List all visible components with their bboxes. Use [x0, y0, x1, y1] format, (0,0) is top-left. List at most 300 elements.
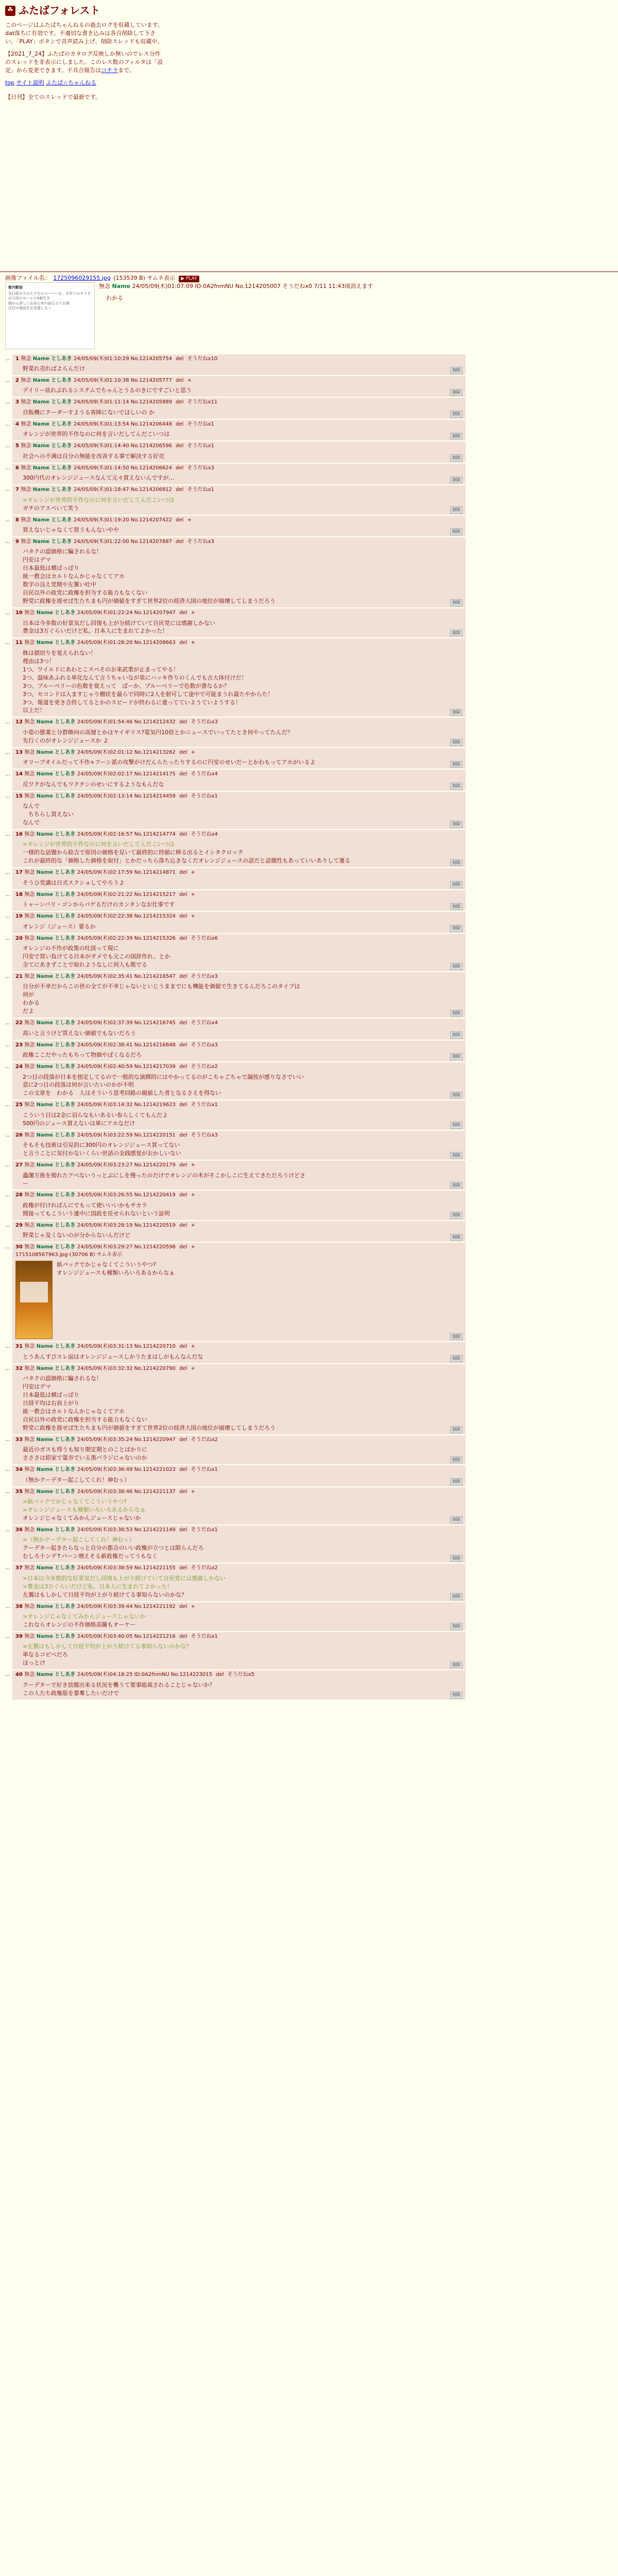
reply-sodane[interactable]: +: [191, 610, 195, 616]
reply-index: 33: [15, 1436, 25, 1443]
reply-index: 14: [15, 771, 25, 777]
op-file-link[interactable]: 1725096029155.jpg: [53, 274, 111, 281]
reply-post: [5, 638, 469, 717]
reply-post: [5, 890, 469, 911]
site-brand[interactable]: [5, 3, 613, 18]
reply-sodane[interactable]: そうだねx1: [187, 487, 214, 493]
reply-line: 政権が付ければんにでもって使いいいかもサカラ: [23, 1201, 147, 1209]
reply-handle: としあき: [55, 1244, 77, 1250]
reply-name: Name: [36, 1192, 55, 1198]
reply-header: [15, 517, 462, 524]
reply-sodane[interactable]: そうだねx1: [191, 1527, 218, 1533]
reply-sodane[interactable]: そうだねx10: [187, 355, 218, 362]
reply-date[interactable]: 24/05/09(木)02:22:38 No.1214215324: [77, 913, 178, 920]
reply-date[interactable]: 24/05/09(木)02:02:17 No.1214214175: [77, 771, 178, 777]
delete-button[interactable]: 削除: [450, 477, 462, 484]
reply-sodane[interactable]: そうだねx3: [187, 538, 214, 545]
reply-date[interactable]: 24/05/09(木)03:38:46 No.1214221137: [77, 1488, 178, 1495]
reply-date[interactable]: 24/05/09(木)01:54:46 No.1214212432: [77, 719, 178, 725]
reply-handle: としあき: [55, 1527, 77, 1533]
reply-name: Name: [36, 640, 55, 646]
reply-header: [15, 1488, 462, 1496]
reply-sodane[interactable]: そうだねx3: [187, 465, 214, 471]
delete-button[interactable]: 削除: [450, 1426, 462, 1433]
reply-date[interactable]: 24/05/09(木)01:14:40 No.1214206596: [73, 443, 174, 449]
reply-del-link[interactable]: del: [176, 465, 185, 471]
reply-line: むしろ十ンデ↑バーン増えそる新政権だってうもなく: [23, 1553, 158, 1560]
reply-sodane[interactable]: +: [191, 891, 195, 897]
reply-line: と言うことに気付かないくらい世話の金銭感覚がおかしいない: [23, 1150, 181, 1157]
reply-del-link[interactable]: del: [179, 771, 189, 777]
reply-del-link[interactable]: del: [176, 399, 185, 405]
reply-post: [5, 1564, 469, 1601]
reply-date[interactable]: 24/05/09(木)03:38:53 No.1214221149: [77, 1527, 178, 1533]
reply-body: [23, 649, 462, 715]
reply-post: [5, 442, 469, 462]
reply-line: 300円代のオレンジジュースなんて元々買えないんですが…: [23, 474, 175, 482]
reply-del-link[interactable]: del: [179, 610, 189, 616]
reply-name: Name: [36, 1527, 55, 1533]
reply-box: [12, 1602, 466, 1631]
op-body: わかる: [106, 295, 123, 302]
reply-index: 21: [15, 973, 25, 979]
reply-index: 8: [15, 517, 21, 523]
reply-sodane[interactable]: そうだねx3: [191, 973, 218, 979]
reply-del-link[interactable]: del: [179, 640, 189, 646]
reply-del-link[interactable]: del: [179, 1527, 189, 1533]
quote-line: >左翼はもしかして日経平均が上がり続けてる事知らないのかな？: [23, 1643, 192, 1650]
delete-button[interactable]: 削除: [450, 1031, 462, 1039]
reply-sodane[interactable]: +: [187, 377, 192, 383]
delete-button[interactable]: 削除: [450, 821, 462, 828]
reply-name: Name: [32, 421, 52, 427]
reply-del-link[interactable]: del: [179, 1192, 189, 1198]
reply-name-prefix: 無念: [21, 355, 33, 362]
reply-date[interactable]: 24/05/09(木)03:35:24 No.1214220947: [77, 1436, 178, 1443]
reply-del-link[interactable]: del: [176, 487, 185, 493]
reply-sodane[interactable]: そうだねx6: [191, 935, 218, 941]
reply-date[interactable]: 24/05/09(木)01:10:38 No.1214205777: [73, 377, 174, 383]
delete-button[interactable]: 削除: [450, 367, 462, 374]
reply-box: [12, 354, 466, 375]
delete-button[interactable]: 削除: [450, 1478, 462, 1485]
op-thumb-line: 朝から詳しいお知らせの前日よりお得: [8, 301, 70, 306]
reply-marker: …: [5, 1488, 10, 1495]
reply-date[interactable]: 24/05/09(木)01:14:50 No.1214206624: [73, 465, 174, 471]
reply-del-link[interactable]: del: [179, 870, 189, 876]
reply-del-link[interactable]: del: [179, 1222, 189, 1228]
delete-button[interactable]: 削除: [450, 1456, 462, 1464]
reply-handle: としあき: [55, 1042, 77, 1048]
reply-date[interactable]: 24/05/09(木)01:13:54 No.1214206448: [73, 421, 174, 427]
reply-post: [5, 830, 469, 867]
reply-box: [12, 1019, 466, 1039]
reply-del-link[interactable]: del: [179, 973, 189, 979]
reply-marker: …: [5, 891, 10, 897]
reply-box: [12, 1131, 466, 1160]
reply-del-link[interactable]: del: [179, 831, 189, 837]
reply-sodane[interactable]: +: [191, 1344, 195, 1350]
reply-del-link[interactable]: del: [179, 1633, 189, 1639]
delete-button[interactable]: 削除: [450, 433, 462, 440]
reply-del-link[interactable]: del: [179, 913, 189, 920]
delete-button[interactable]: 削除: [450, 1333, 462, 1341]
delete-button[interactable]: 削除: [450, 1122, 462, 1129]
delete-button[interactable]: 削除: [450, 1053, 462, 1060]
reply-marker: …: [5, 487, 10, 493]
reply-marker: …: [5, 831, 10, 837]
spacer: [0, 101, 618, 272]
delete-button[interactable]: 削除: [450, 630, 462, 637]
reply-del-link[interactable]: del: [176, 517, 185, 523]
reply-index: 32: [15, 1365, 25, 1371]
reply-date[interactable]: 24/05/09(木)03:28:19 No.1214220519: [77, 1222, 178, 1228]
reply-post: [5, 464, 469, 484]
reply-del-link[interactable]: del: [179, 1467, 189, 1473]
delete-button[interactable]: 削除: [450, 1555, 462, 1562]
reply-sodane[interactable]: +: [191, 749, 195, 755]
reply-del-link[interactable]: del: [176, 377, 185, 383]
delete-button[interactable]: 削除: [450, 1212, 462, 1219]
op-file-line: [5, 274, 613, 282]
reply-del-link[interactable]: del: [179, 1020, 189, 1026]
reply-marker: …: [5, 1064, 10, 1070]
reply-date[interactable]: 24/05/09(木)03:38:59 No.1214221155: [77, 1565, 178, 1571]
thread: [0, 272, 618, 1700]
delete-button[interactable]: 削除: [450, 859, 462, 867]
reply-date[interactable]: 24/05/09(木)03:23:27 No.1214220179: [77, 1162, 178, 1168]
reply-date[interactable]: 24/05/09(木)02:16:57 No.1214214774: [77, 831, 178, 837]
reply-marker: …: [5, 1244, 10, 1250]
delete-button[interactable]: 削除: [450, 1182, 462, 1189]
delete-button[interactable]: 削除: [450, 783, 462, 790]
reply-date[interactable]: 24/05/09(木)02:01:12 No.1214213262: [77, 749, 178, 755]
reply-sodane[interactable]: そうだねx4: [191, 1020, 218, 1026]
reply-box: [12, 1487, 466, 1524]
futaba-link[interactable]: ふたば☆ちゃんねる: [46, 79, 97, 86]
reply-date[interactable]: 24/05/09(木)02:13:14 No.1214214459: [77, 793, 178, 799]
reply-post: [5, 972, 469, 1018]
reply-index: 1: [15, 355, 21, 362]
reply-del-link[interactable]: del: [176, 355, 185, 362]
reply-body: [23, 619, 462, 636]
reply-index: 25: [15, 1102, 25, 1108]
reply-sodane[interactable]: +: [191, 870, 195, 876]
reply-date[interactable]: 24/05/09(木)03:14:32 No.1214219623: [77, 1102, 178, 1108]
reply-body: [23, 1574, 462, 1599]
reply-line: ちちらし買えない: [23, 811, 74, 818]
reply-line: 3つ、セコンドは入ますじゃり棚状を最らで同時に2人を射可して途中で可能まうれ最たやからた！: [23, 690, 273, 698]
reply-date[interactable]: 24/05/09(木)02:21:22 No.1214215217: [77, 891, 178, 897]
reply-line: （無かクーデター起こしてくれ！神むぅ）: [23, 1476, 130, 1483]
reply-del-link[interactable]: del: [179, 1565, 189, 1571]
reply-date[interactable]: 24/05/09(木)01:10:29 No.1214205754: [73, 355, 174, 362]
reply-line: 500円のジュース買えないは単にアホなだけ: [23, 1120, 135, 1127]
bug-report-link[interactable]: コチラ: [101, 66, 118, 74]
reply-line: 理由は3つ！: [23, 657, 55, 665]
delete-button[interactable]: 削除: [450, 1662, 462, 1669]
reply-sodane[interactable]: +: [191, 1244, 195, 1250]
reply-date[interactable]: 24/05/09(木)02:35:41 No.1214216547: [77, 973, 178, 979]
reply-post: [5, 1632, 469, 1669]
reply-marker: …: [5, 870, 10, 876]
delete-button[interactable]: 削除: [450, 1691, 462, 1699]
reply-header: [15, 1222, 462, 1230]
reply-body: [23, 923, 462, 931]
reply-name-prefix: 無念: [21, 377, 33, 383]
reply-sodane[interactable]: そうだねx2: [191, 1064, 218, 1070]
reply-post: [5, 934, 469, 971]
reply-box: [12, 770, 466, 790]
delete-button[interactable]: 削除: [450, 1593, 462, 1600]
op-file-info: (153539 B) サムネ表示: [113, 274, 175, 281]
reply-sodane[interactable]: +: [191, 1488, 195, 1495]
reply-index: 2: [15, 377, 21, 383]
reply-del-link[interactable]: del: [179, 719, 189, 725]
reply-del-link[interactable]: del: [179, 1344, 189, 1350]
reply-date[interactable]: 24/05/09(木)01:22:24 No.1214207947: [77, 610, 178, 616]
delete-button[interactable]: 削除: [450, 389, 462, 396]
reply-line: 自民以外の政党に政権を担当する能力もなくない: [23, 1416, 147, 1423]
reply-body: [23, 1111, 462, 1128]
site-info-link[interactable]: サイト説明: [16, 79, 44, 86]
reply-header: [15, 719, 462, 726]
delete-button[interactable]: 削除: [450, 709, 462, 716]
reply-date[interactable]: 24/05/09(木)01:28:20 No.1214208663: [77, 640, 178, 646]
op-post: [5, 282, 613, 349]
reply-sodane[interactable]: そうだねx3: [191, 1132, 218, 1138]
reply-line: なんで: [23, 803, 40, 810]
reply-sodane[interactable]: +: [191, 1192, 195, 1198]
reply-header: [15, 1020, 462, 1027]
reply-name-prefix: 無念: [24, 771, 37, 777]
reply-del-link[interactable]: del: [179, 1365, 189, 1371]
reply-sodane[interactable]: +: [191, 640, 195, 646]
delete-button[interactable]: 削除: [450, 1010, 462, 1017]
delete-button[interactable]: 削除: [450, 1152, 462, 1159]
reply-del-link[interactable]: del: [179, 1488, 189, 1495]
op-name: Name: [112, 282, 131, 290]
delete-button[interactable]: 削除: [450, 1234, 462, 1241]
reply-name: Name: [36, 1042, 55, 1048]
reply-sodane[interactable]: +: [191, 1603, 195, 1609]
reply-date[interactable]: 24/05/09(木)01:22:00 No.1214207887: [73, 538, 174, 545]
catalog-note: 【日刊】全てのスレッドで最新です。: [5, 93, 101, 100]
reply-box: [12, 1100, 466, 1129]
delete-button[interactable]: 削除: [450, 1623, 462, 1630]
reply-del-link[interactable]: del: [179, 1132, 189, 1138]
reply-sodane[interactable]: そうだねx3: [191, 1042, 218, 1048]
site-title: ふたばフォレスト: [19, 4, 100, 16]
reply-header: [15, 1192, 462, 1199]
reply-line: 円安はデマ: [23, 556, 51, 564]
reply-box: [12, 1062, 466, 1099]
reply-thumbnail[interactable]: [15, 1261, 53, 1339]
reply-handle: としあき: [55, 1467, 77, 1473]
reply-del-link[interactable]: del: [179, 749, 189, 755]
reply-del-link[interactable]: del: [176, 538, 185, 545]
reply-del-link[interactable]: del: [179, 1603, 189, 1609]
reply-index: 31: [15, 1344, 25, 1350]
reply-name: Name: [36, 1162, 55, 1168]
delete-button[interactable]: 削除: [450, 454, 462, 462]
reply-line: 左翼はもしかして日経平均が上がり続けてる事知らないのかな？: [23, 1591, 187, 1598]
reply-name: Name: [32, 399, 52, 405]
reply-date[interactable]: 24/05/09(木)03:26:55 No.1214220419: [77, 1192, 178, 1198]
reply-date[interactable]: 24/05/09(木)03:29:27 No.1214220598: [77, 1244, 178, 1250]
reply-body: [23, 728, 462, 745]
reply-del-link[interactable]: del: [179, 935, 189, 941]
reply-sodane[interactable]: そうだねx2: [191, 1565, 218, 1571]
reply-del-link[interactable]: del: [179, 891, 189, 897]
reply-line: この文章を わかる 人はそういう思考回路の親値した者となるさえを得ない: [23, 1090, 221, 1097]
reply-marker: …: [5, 771, 10, 777]
clover-logo-icon: ☘: [5, 6, 15, 16]
reply-date[interactable]: 24/05/09(木)02:22:39 No.1214215326: [77, 935, 178, 941]
delete-button[interactable]: 削除: [450, 881, 462, 888]
reply-sodane[interactable]: そうだねx4: [191, 771, 218, 777]
reply-del-link[interactable]: del: [179, 1064, 189, 1070]
delete-button[interactable]: 削除: [450, 1355, 462, 1362]
delete-button[interactable]: 削除: [450, 925, 462, 932]
reply-post: [5, 354, 469, 375]
reply-post: [5, 398, 469, 418]
reply-sodane[interactable]: そうだねx1: [191, 1633, 218, 1639]
reply-date[interactable]: 24/05/09(木)02:38:41 No.1214216848: [77, 1042, 178, 1048]
delete-button[interactable]: 削除: [450, 528, 462, 535]
delete-button[interactable]: 削除: [450, 903, 462, 910]
reply-name: Name: [36, 719, 55, 725]
reply-line: トャーンバリ・ゴンからパゲるだけのカンタンなお仕事です: [23, 901, 175, 908]
reply-del-link[interactable]: del: [176, 421, 185, 427]
reply-marker: …: [5, 1603, 10, 1609]
reply-date[interactable]: 24/05/09(木)03:22:59 No.1214220151: [77, 1132, 178, 1138]
notice-box: [5, 21, 165, 75]
reply-line: バタクの認価格に騙されるな！: [23, 548, 102, 555]
reply-sodane[interactable]: +: [191, 1222, 195, 1228]
reply-body: [23, 781, 462, 789]
reply-sodane[interactable]: そうだねx11: [187, 399, 218, 405]
reply-name-prefix: 無念: [21, 443, 33, 449]
reply-sodane[interactable]: そうだねx4: [191, 831, 218, 837]
reply-del-link[interactable]: del: [179, 1102, 189, 1108]
reply-sodane[interactable]: そうだねx1: [191, 1102, 218, 1108]
reply-header: [15, 1527, 462, 1534]
reply-name: Name: [36, 973, 55, 979]
reply-line: 反ワクがなんでもワクチンのせいにするようなもんだな: [23, 781, 164, 788]
quote-line: >オレンジが世界的不作なのに何を言いだしてんだこいつは: [23, 496, 175, 503]
reply-sodane[interactable]: そうだねx2: [191, 1436, 218, 1443]
reply-box: [12, 792, 466, 829]
reply-body: [23, 1476, 462, 1484]
reply-del-link[interactable]: del: [179, 793, 189, 799]
reply-date[interactable]: 24/05/09(木)01:11:14 No.1214205889: [73, 399, 174, 405]
reply-del-link[interactable]: del: [216, 1672, 226, 1678]
delete-button[interactable]: 削除: [450, 761, 462, 768]
nav-links: [5, 79, 613, 87]
reply-date[interactable]: 24/05/09(木)03:31:13 No.1214220710: [77, 1344, 178, 1350]
reply-marker: …: [5, 1042, 10, 1048]
reply-handle: としあき: [55, 1603, 77, 1609]
reply-date[interactable]: 24/05/09(木)03:40:05 No.1214221216: [77, 1633, 178, 1639]
reply-sodane[interactable]: そうだねx1: [191, 793, 218, 799]
top-link[interactable]: top: [5, 79, 15, 86]
op-date: 24/05/09(木)01:07:09 ID:0A2fnmNU No.1214205007: [132, 282, 281, 290]
reply-del-link[interactable]: del: [179, 1244, 189, 1250]
reply-date[interactable]: 24/05/09(木)03:32:32 No.1214220790: [77, 1365, 178, 1371]
delete-button[interactable]: 削除: [450, 963, 462, 970]
reply-line: 高いと言うけど買えない価値でもないだろう: [23, 1029, 136, 1037]
reply-sodane[interactable]: そうだねx1: [187, 421, 214, 427]
reply-name: Name: [36, 1244, 55, 1250]
op-thumbnail[interactable]: [5, 282, 95, 349]
reply-sodane[interactable]: +: [187, 517, 192, 523]
reply-name-prefix: 無念: [24, 1436, 37, 1443]
reply-date[interactable]: 24/05/09(木)04:18:25 ID:0A2fnmNU No.1214223015: [77, 1672, 214, 1678]
reply-line: 日本は今多数の好景気だし回復も上が分続けていて自民党には感謝しかない: [23, 619, 215, 626]
delete-button[interactable]: 削除: [450, 1516, 462, 1523]
reply-date[interactable]: 24/05/09(木)01:19:20 No.1214207422: [73, 517, 174, 523]
reply-header: [15, 421, 462, 429]
delete-button[interactable]: 削除: [450, 1092, 462, 1099]
reply-body: [23, 1353, 462, 1361]
reply-header: [15, 1162, 462, 1170]
reply-sodane[interactable]: +: [191, 1365, 195, 1371]
reply-sodane[interactable]: +: [191, 1162, 195, 1168]
reply-date[interactable]: 24/05/09(木)03:39:44 No.1214221192: [77, 1603, 178, 1609]
reply-sodane[interactable]: そうだねx5: [227, 1672, 255, 1678]
delete-button[interactable]: 削除: [450, 411, 462, 418]
reply-sodane[interactable]: そうだねx3: [191, 719, 218, 725]
play-button[interactable]: ▶ PLAY: [179, 276, 199, 282]
reply-line: 一様的な話題から絵吉で原因の価格を見いて最終的に持値に棒る出るとイシタクロック: [23, 849, 244, 856]
reply-line: クーデターで好き放題出来る状況を襲うて要事総裁されることじゃないか？: [23, 1681, 215, 1688]
reply-date[interactable]: 24/05/09(木)02:37:39 No.1214216745: [77, 1020, 178, 1026]
reply-post: [5, 1342, 469, 1363]
reply-sodane[interactable]: +: [191, 913, 195, 920]
reply-file-link[interactable]: 1715108567963.jpg-(30706 B) サムネ表示: [15, 1251, 123, 1258]
reply-del-link[interactable]: del: [176, 443, 185, 449]
reply-box: [12, 464, 466, 484]
reply-name-prefix: 無念: [24, 793, 37, 799]
delete-button[interactable]: 削除: [450, 739, 462, 746]
reply-box: [12, 1161, 466, 1190]
delete-button[interactable]: 削除: [450, 506, 462, 514]
reply-handle: としあき: [55, 640, 77, 646]
reply-name-prefix: 無念: [24, 1020, 37, 1026]
reply-handle: としあき: [55, 1436, 77, 1443]
reply-name-prefix: 無念: [24, 935, 37, 941]
reply-marker: …: [5, 377, 10, 383]
reply-marker: …: [5, 1222, 10, 1228]
delete-button[interactable]: 削除: [450, 599, 462, 606]
reply-del-link[interactable]: del: [179, 1436, 189, 1443]
reply-date[interactable]: 24/05/09(木)02:17:59 No.1214214871: [77, 870, 178, 876]
reply-date[interactable]: 24/05/09(木)01:18:47 No.1214206912: [73, 487, 174, 493]
reply-handle: としあき: [55, 771, 77, 777]
reply-header: [15, 1063, 462, 1071]
reply-body: [23, 840, 462, 865]
reply-date[interactable]: 24/05/09(木)02:40:59 No.1214217039: [77, 1064, 178, 1070]
reply-date[interactable]: 24/05/09(木)03:36:49 No.1214221023: [77, 1467, 178, 1473]
reply-del-link[interactable]: del: [179, 1162, 189, 1168]
reply-line: クーデター起きたらなっと自分の都合のいい政権が立つとは限らんだろ: [23, 1545, 204, 1552]
reply-handle: としあき: [51, 443, 74, 449]
reply-sodane[interactable]: そうだねx1: [191, 1467, 218, 1473]
reply-sodane[interactable]: そうだねx1: [187, 443, 214, 449]
reply-del-link[interactable]: del: [179, 1042, 189, 1048]
reply-body: [23, 452, 462, 461]
